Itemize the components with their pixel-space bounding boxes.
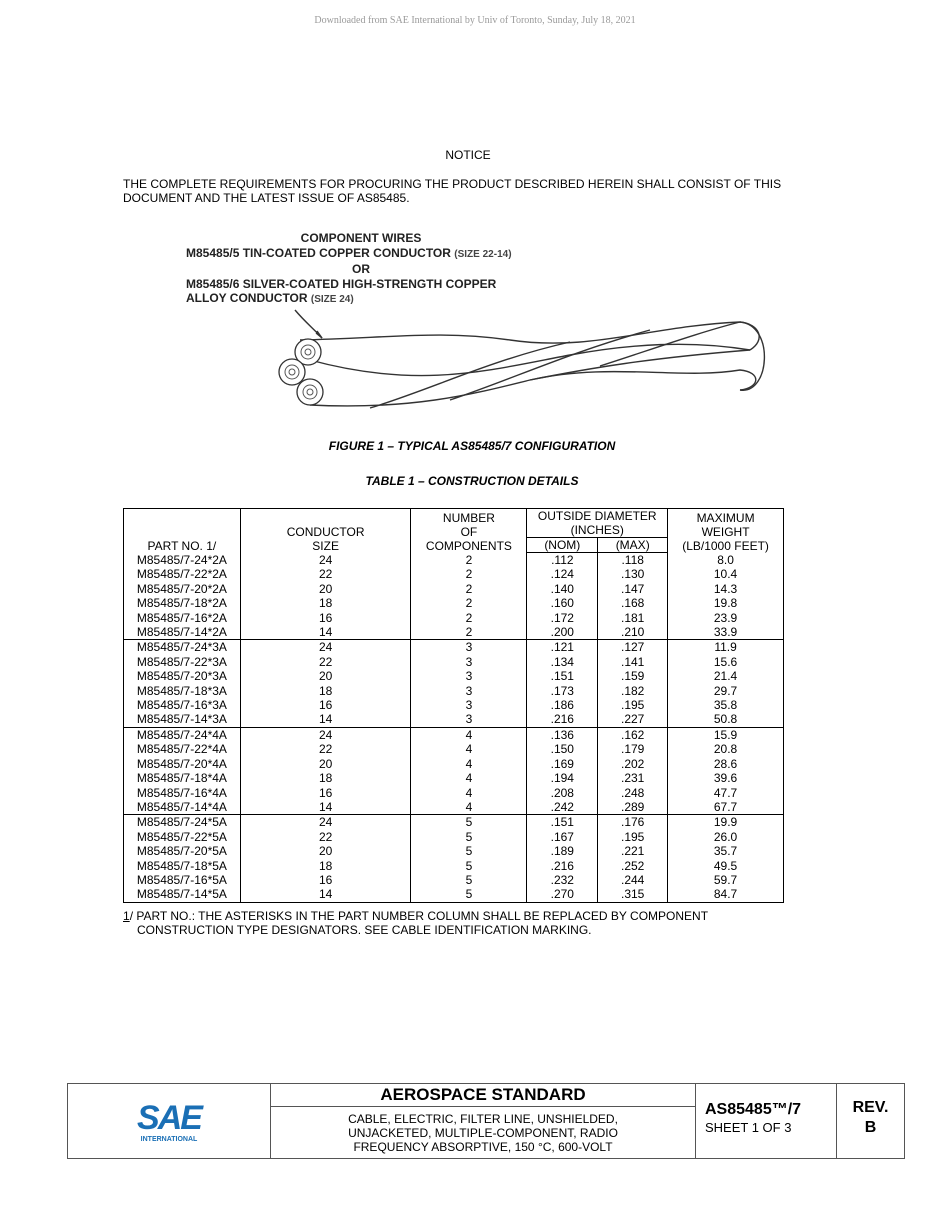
od-max-cell: .130: [598, 567, 668, 581]
conductor-size-cell: 18: [240, 596, 411, 610]
components-cell: 2: [411, 611, 527, 625]
notice-title: NOTICE: [445, 148, 491, 162]
table-row: [124, 887, 784, 902]
od-max-cell: .127: [598, 640, 668, 655]
document-number: AS85485™/7: [705, 1101, 802, 1118]
conductor-size-cell: 14: [240, 800, 411, 815]
conductor-size-cell: 20: [240, 582, 411, 596]
od-max-cell: .168: [598, 596, 668, 610]
table-row: [124, 727, 784, 742]
weight-cell: 35.7: [668, 844, 784, 858]
od-nom-cell: .124: [527, 567, 598, 581]
od-nom-cell: .150: [527, 742, 598, 756]
conductor-size-cell: 20: [240, 757, 411, 771]
conductor-size-cell: 18: [240, 859, 411, 873]
twisted-cable-illustration: [270, 300, 780, 425]
wire-end-left: [279, 359, 305, 385]
weight-cell: 50.8: [668, 712, 784, 727]
weight-cell: 14.3: [668, 582, 784, 596]
components-cell: 4: [411, 757, 527, 771]
figure-labels: [186, 231, 546, 308]
components-cell: 3: [411, 698, 527, 712]
od-max-cell: .176: [598, 815, 668, 830]
sae-logo-subtext: INTERNATIONAL: [140, 1136, 198, 1143]
table-row: [124, 712, 784, 727]
part-no-cell: M85485/7-22*2A: [124, 567, 241, 581]
description-line1: CABLE, ELECTRIC, FILTER LINE, UNSHIELDED,: [348, 1112, 618, 1126]
weight-cell: 49.5: [668, 859, 784, 873]
part-no-cell: M85485/7-14*5A: [124, 887, 241, 902]
od-nom-cell: .216: [527, 712, 598, 727]
part-no-cell: M85485/7-18*3A: [124, 684, 241, 698]
conductor-size-cell: 20: [240, 669, 411, 683]
table-row: [124, 844, 784, 858]
table-row: [124, 567, 784, 581]
weight-cell: 15.9: [668, 727, 784, 742]
part-no-cell: M85485/7-14*2A: [124, 625, 241, 640]
weight-cell: 15.6: [668, 655, 784, 669]
part-no-cell: M85485/7-20*2A: [124, 582, 241, 596]
components-cell: 2: [411, 582, 527, 596]
footnote-line1: / PART NO.: THE ASTERISKS IN THE PART NUMBER COLUMN SHALL BE REPLACED BY COMPONENT: [129, 909, 709, 923]
figure-label-component-wires: COMPONENT WIRES: [300, 231, 422, 245]
table-row: [124, 684, 784, 698]
od-nom-cell: .242: [527, 800, 598, 815]
table-row: [124, 815, 784, 830]
od-max-cell: .227: [598, 712, 668, 727]
part-no-cell: M85485/7-20*5A: [124, 844, 241, 858]
weight-cell: 33.9: [668, 625, 784, 640]
od-max-cell: .221: [598, 844, 668, 858]
weight-cell: 28.6: [668, 757, 784, 771]
table-row: [124, 873, 784, 887]
leader-arrow-head: [316, 331, 322, 338]
weight-cell: 11.9: [668, 640, 784, 655]
sae-logo-mark: [129, 1099, 209, 1143]
weight-cell: 47.7: [668, 786, 784, 800]
components-cell: 3: [411, 684, 527, 698]
conductor-size-cell: 16: [240, 611, 411, 625]
weight-cell: 35.8: [668, 698, 784, 712]
table-row: [124, 596, 784, 610]
figure-label-m85485-5: [186, 246, 546, 263]
revision-label: REV.: [852, 1099, 889, 1116]
part-no-cell: M85485/7-22*5A: [124, 830, 241, 844]
od-nom-cell: .167: [527, 830, 598, 844]
part-no-cell: M85485/7-22*4A: [124, 742, 241, 756]
table-row: [124, 830, 784, 844]
od-nom-cell: .200: [527, 625, 598, 640]
od-max-cell: .179: [598, 742, 668, 756]
part-no-cell: M85485/7-24*3A: [124, 640, 241, 655]
conductor-size-cell: 14: [240, 712, 411, 727]
weight-cell: 39.6: [668, 771, 784, 785]
part-no-cell: M85485/7-18*5A: [124, 859, 241, 873]
part-no-cell: M85485/7-16*4A: [124, 786, 241, 800]
components-cell: 4: [411, 727, 527, 742]
weight-cell: 20.8: [668, 742, 784, 756]
part-no-cell: M85485/7-16*2A: [124, 611, 241, 625]
part-no-cell: M85485/7-24*5A: [124, 815, 241, 830]
figure-label-or: OR: [352, 262, 370, 277]
components-cell: 5: [411, 873, 527, 887]
header-maximum-weight: MAXIMUM WEIGHT (LB/1000 FEET): [668, 509, 784, 553]
conductor-size-cell: 22: [240, 567, 411, 581]
od-max-cell: .231: [598, 771, 668, 785]
od-nom-cell: .112: [527, 553, 598, 568]
components-cell: 3: [411, 712, 527, 727]
part-no-cell: M85485/7-18*4A: [124, 771, 241, 785]
part-no-cell: M85485/7-16*5A: [124, 873, 241, 887]
od-nom-cell: .232: [527, 873, 598, 887]
components-cell: 5: [411, 887, 527, 902]
table-row: [124, 625, 784, 640]
od-nom-cell: .270: [527, 887, 598, 902]
footnote-marker: 1: [123, 909, 130, 923]
table-row: [124, 582, 784, 596]
components-cell: 3: [411, 640, 527, 655]
od-nom-cell: .140: [527, 582, 598, 596]
weight-cell: 23.9: [668, 611, 784, 625]
od-nom-cell: .151: [527, 669, 598, 683]
construction-details-table: [123, 508, 784, 903]
header-part-no: PART NO. 1/: [124, 509, 241, 553]
od-max-cell: .289: [598, 800, 668, 815]
conductor-size-cell: 24: [240, 553, 411, 568]
wire-end-bottom: [297, 379, 323, 405]
figure-label-alloy-text: ALLOY CONDUCTOR: [186, 291, 308, 306]
weight-cell: 21.4: [668, 669, 784, 683]
od-max-cell: .315: [598, 887, 668, 902]
od-max-cell: .195: [598, 698, 668, 712]
table-row: [124, 669, 784, 683]
description-line3: FREQUENCY ABSORPTIVE, 150 °C, 600-VOLT: [353, 1140, 613, 1154]
od-max-cell: .195: [598, 830, 668, 844]
figure-label-m85485-6: M85485/6 SILVER-COATED HIGH-STRENGTH COPPER: [186, 276, 497, 291]
conductor-size-cell: 16: [240, 873, 411, 887]
components-cell: 4: [411, 771, 527, 785]
part-no-cell: M85485/7-18*2A: [124, 596, 241, 610]
od-nom-cell: .172: [527, 611, 598, 625]
od-max-cell: .162: [598, 727, 668, 742]
od-max-cell: .181: [598, 611, 668, 625]
od-nom-cell: .186: [527, 698, 598, 712]
conductor-size-cell: 16: [240, 698, 411, 712]
od-max-cell: .252: [598, 859, 668, 873]
od-max-cell: .202: [598, 757, 668, 771]
part-no-cell: M85485/7-20*4A: [124, 757, 241, 771]
table-row: [124, 757, 784, 771]
table-row: [124, 742, 784, 756]
od-max-cell: .210: [598, 625, 668, 640]
revision-value: B: [864, 1119, 877, 1136]
conductor-size-cell: 22: [240, 655, 411, 669]
conductor-size-cell: 20: [240, 844, 411, 858]
table-row: [124, 611, 784, 625]
weight-cell: 19.9: [668, 815, 784, 830]
od-nom-cell: .208: [527, 786, 598, 800]
document-number-block: [696, 1084, 837, 1158]
od-nom-cell: .194: [527, 771, 598, 785]
part-no-cell: M85485/7-14*3A: [124, 712, 241, 727]
header-nom: (NOM): [527, 538, 598, 553]
table-row: [124, 800, 784, 815]
od-nom-cell: .189: [527, 844, 598, 858]
part-no-cell: M85485/7-22*3A: [124, 655, 241, 669]
sheet-number: SHEET 1 OF 3: [705, 1120, 792, 1135]
conductor-size-cell: 24: [240, 815, 411, 830]
description-line2: UNJACKETED, MULTIPLE-COMPONENT, RADIO: [348, 1126, 618, 1140]
table-row: [124, 771, 784, 785]
components-cell: 5: [411, 844, 527, 858]
aerospace-standard-title: AEROSPACE STANDARD: [271, 1084, 695, 1107]
table-row: [124, 655, 784, 669]
cable-twist-3: [530, 350, 750, 380]
table-group: [124, 640, 784, 727]
conductor-size-cell: 14: [240, 625, 411, 640]
od-nom-cell: .169: [527, 757, 598, 771]
conductor-size-cell: 18: [240, 771, 411, 785]
conductor-size-cell: 24: [240, 727, 411, 742]
table-row: [124, 698, 784, 712]
conductor-size-cell: 18: [240, 684, 411, 698]
table-row: [124, 553, 784, 568]
figure-label-m85485-5-text: M85485/5 TIN-COATED COPPER CONDUCTOR: [186, 245, 451, 260]
components-cell: 5: [411, 815, 527, 830]
od-nom-cell: .136: [527, 727, 598, 742]
components-cell: 2: [411, 553, 527, 568]
components-cell: 2: [411, 567, 527, 581]
part-no-cell: M85485/7-14*4A: [124, 800, 241, 815]
od-nom-cell: .151: [527, 815, 598, 830]
conductor-size-cell: 22: [240, 742, 411, 756]
weight-cell: 29.7: [668, 684, 784, 698]
cable-strand-bottom: [310, 370, 756, 406]
weight-cell: 67.7: [668, 800, 784, 815]
figure-label-alloy-size: (SIZE 24): [310, 294, 354, 306]
conductor-size-cell: 24: [240, 640, 411, 655]
download-watermark: Downloaded from SAE International by Univ of Toronto, Sunday, July 18, 2021: [314, 15, 636, 26]
table-group: [124, 553, 784, 640]
weight-cell: 10.4: [668, 567, 784, 581]
title-block: [67, 1083, 905, 1159]
header-outside-diameter: OUTSIDE DIAMETER (INCHES): [527, 509, 668, 538]
notice-text: THE COMPLETE REQUIREMENTS FOR PROCURING THE PRODUCT DESCRIBED HEREIN SHALL CONSIST OF THIS DOCUMENT AND THE LATEST ISSUE OF AS85485.: [123, 177, 782, 205]
conductor-size-cell: 14: [240, 887, 411, 902]
od-max-cell: .118: [598, 553, 668, 568]
table-group: [124, 727, 784, 814]
sae-logo: [68, 1084, 271, 1158]
conductor-size-cell: 22: [240, 830, 411, 844]
footnote: [123, 909, 803, 937]
document-description: [271, 1107, 695, 1158]
od-nom-cell: .121: [527, 640, 598, 655]
od-max-cell: .182: [598, 684, 668, 698]
components-cell: 3: [411, 669, 527, 683]
weight-cell: 59.7: [668, 873, 784, 887]
part-no-cell: M85485/7-24*2A: [124, 553, 241, 568]
components-cell: 4: [411, 800, 527, 815]
header-number-of-components: NUMBER OF COMPONENTS: [411, 509, 527, 553]
od-max-cell: .147: [598, 582, 668, 596]
cable-end-right: [740, 322, 764, 390]
od-max-cell: .159: [598, 669, 668, 683]
weight-cell: 26.0: [668, 830, 784, 844]
part-no-cell: M85485/7-20*3A: [124, 669, 241, 683]
components-cell: 3: [411, 655, 527, 669]
od-nom-cell: .173: [527, 684, 598, 698]
part-no-cell: M85485/7-16*3A: [124, 698, 241, 712]
od-nom-cell: .134: [527, 655, 598, 669]
weight-cell: 19.8: [668, 596, 784, 610]
components-cell: 4: [411, 742, 527, 756]
od-max-cell: .248: [598, 786, 668, 800]
part-no-cell: M85485/7-24*4A: [124, 727, 241, 742]
header-max: (MAX): [598, 538, 668, 553]
components-cell: 2: [411, 596, 527, 610]
table-caption: TABLE 1 – CONSTRUCTION DETAILS: [365, 474, 579, 488]
cable-twist-2: [450, 330, 650, 400]
table-row: [124, 859, 784, 873]
revision-block: [837, 1084, 904, 1158]
od-nom-cell: .160: [527, 596, 598, 610]
sae-logo-text: SAE: [137, 1099, 201, 1137]
components-cell: 4: [411, 786, 527, 800]
od-max-cell: .141: [598, 655, 668, 669]
od-nom-cell: .216: [527, 859, 598, 873]
footnote-line2: CONSTRUCTION TYPE DESIGNATORS. SEE CABLE IDENTIFICATION MARKING.: [137, 923, 592, 937]
od-max-cell: .244: [598, 873, 668, 887]
table-row: [124, 640, 784, 655]
weight-cell: 84.7: [668, 887, 784, 902]
title-block-center: [271, 1084, 696, 1158]
conductor-size-cell: 16: [240, 786, 411, 800]
figure-label-m85485-5-size: (SIZE 22-14): [454, 248, 512, 260]
components-cell: 5: [411, 830, 527, 844]
components-cell: 5: [411, 859, 527, 873]
weight-cell: 8.0: [668, 553, 784, 568]
figure-caption: FIGURE 1 – TYPICAL AS85485/7 CONFIGURATION: [328, 439, 616, 453]
table-group: [124, 815, 784, 902]
header-conductor-size: CONDUCTOR SIZE: [240, 509, 411, 553]
table-row: [124, 786, 784, 800]
components-cell: 2: [411, 625, 527, 640]
